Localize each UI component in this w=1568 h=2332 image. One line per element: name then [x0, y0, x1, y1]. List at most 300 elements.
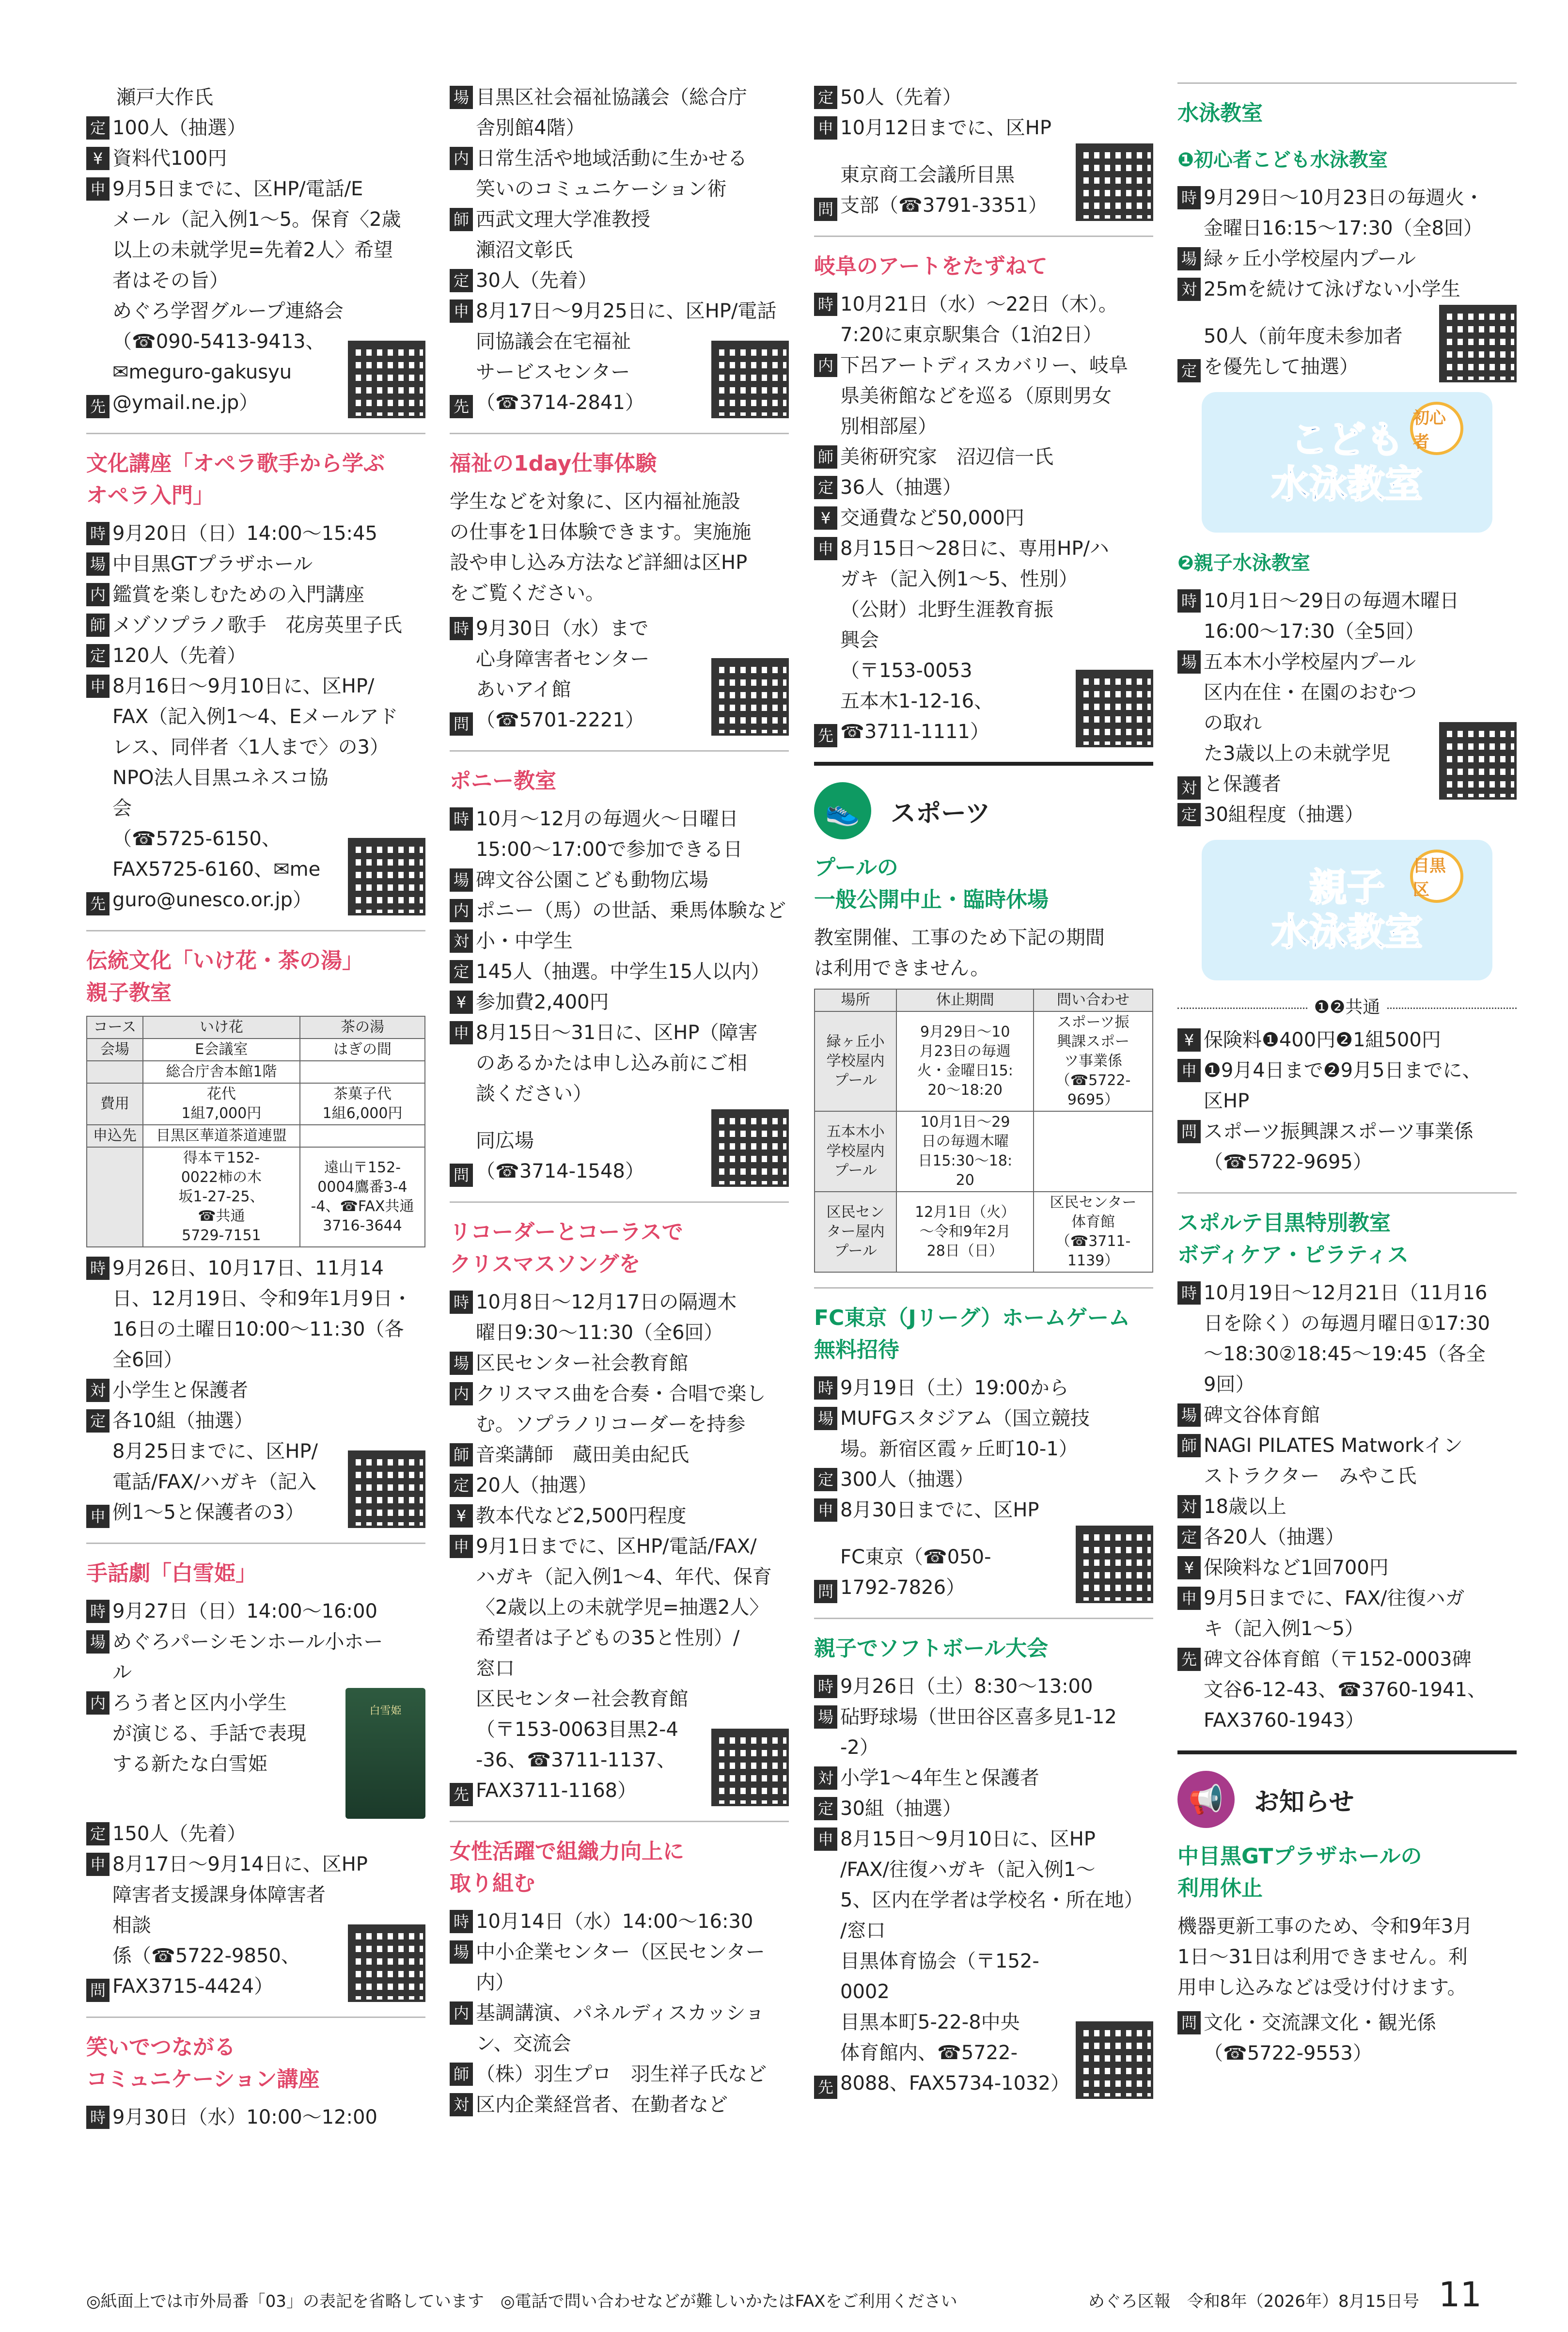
info-text: 8月30日までに、区HP — [840, 1499, 1039, 1521]
section-title: 手話劇「白雪姫」 — [86, 1561, 257, 1586]
section-description: 機器更新工事のため、令和9年3月 1日〜31日は利用できません。利 用申し込みなどは受け付けます。 — [1177, 1915, 1473, 1999]
info-line — [450, 957, 789, 987]
qr-code-icon[interactable] — [1076, 2021, 1153, 2099]
section-title: 岐阜のアートをたずねて — [814, 254, 1048, 279]
info-line — [86, 1596, 425, 1627]
info-text: 資料代100円 — [112, 147, 227, 170]
section-title: 文化講座「オペラ歌手から学ぶ オペラ入門」 — [86, 451, 385, 508]
illustration-label: 親子 水泳教室 — [1271, 866, 1423, 954]
label-badge: 対 — [814, 1766, 837, 1790]
label-badge: 申 — [1177, 1587, 1201, 1610]
info-text: 9月1日までに、区HP/電話/FAX/ ハガキ（記入例1〜4、年代、保育 〈2歳以上の未就学児=抽選2人〉 希望者は子どもの35と性別）/ 窓口 — [476, 1535, 772, 1680]
info-text: 各20人（抽選） — [1204, 1526, 1345, 1548]
info-text: 五本木小学校屋内プール — [1204, 651, 1416, 673]
info-text: 鑑賞を楽しむための入門講座 — [112, 583, 364, 606]
event-section — [814, 762, 1153, 1273]
label-badge: 時 — [814, 1675, 837, 1698]
label-badge: 場 — [450, 86, 473, 109]
info-line — [86, 1436, 425, 1528]
label-badge: ¥ — [450, 991, 473, 1014]
info-text: 下呂アートディスカバリー、岐阜 県美術館などを巡る（原則男女 別相部屋） — [840, 354, 1128, 438]
info-line — [450, 804, 789, 865]
info-text: 10月12日までに、区HP — [840, 117, 1051, 139]
info-line — [1177, 274, 1517, 305]
label-badge: 先 — [450, 395, 473, 418]
table-cell: 得本〒152- 0022柿の木 坂1-27-25、 ☎共通 5729-7151 — [143, 1147, 300, 1247]
table-cell: はぎの間 — [300, 1039, 425, 1061]
event-section — [450, 82, 789, 418]
info-line — [86, 143, 425, 174]
table-cell: 費用 — [87, 1083, 143, 1125]
label-badge: 問 — [814, 198, 837, 221]
table-row — [87, 1147, 425, 1247]
info-line — [1177, 244, 1517, 274]
label-badge: 場 — [450, 1352, 473, 1375]
label-badge: 問 — [450, 712, 473, 736]
section-title: ❶初心者こども水泳教室 — [1177, 149, 1388, 171]
info-text: 10月19日〜12月21日（11月16 日を除く）の毎週月曜日①17:30 〜18:30②18:45〜19:45（各全 9回） — [1204, 1282, 1490, 1396]
info-text: 8月16日〜9月10日に、区HP/ FAX（記入例1〜4、Eメールアド レス、同伴者〈1人まで〉の3） — [112, 675, 398, 758]
info-line — [450, 1018, 789, 1109]
info-line — [450, 926, 789, 957]
footer — [86, 2275, 1482, 2315]
info-text: 150人（先着） — [112, 1823, 247, 1845]
event-section — [450, 1821, 789, 2120]
info-text: 8月15日〜9月10日に、区HP /FAX/往復ハガキ（記入例1〜 5、区内在学者は学校名・所在地） /窓口 — [840, 1828, 1144, 1942]
info-text: MUFGスタジアム（国立競技 場。新宿区霞ヶ丘町10-1） — [840, 1407, 1090, 1460]
event-section — [814, 1618, 1153, 2099]
label-badge: 問 — [450, 1164, 473, 1187]
info-text: 25mを続けて泳げない小学生 — [1204, 278, 1460, 300]
info-text: 10月1日〜29日の毎週木曜日 16:00〜17:30（全5回） — [1204, 590, 1459, 643]
info-line — [814, 1702, 1153, 1763]
table-cell: 五本木小 学校屋内 プール — [815, 1111, 896, 1192]
section-divider — [86, 930, 425, 931]
section-title: プールの 一般公開中止・臨時休場 — [814, 855, 1049, 912]
qr-code-icon[interactable] — [1076, 1526, 1153, 1603]
qr-code-icon[interactable] — [1439, 722, 1517, 800]
section-description: 教室開催、工事のため下記の期間 は利用できません。 — [814, 927, 1105, 979]
table-row — [815, 1111, 1153, 1192]
label-badge: 時 — [86, 1257, 110, 1280]
label-badge: 先 — [814, 2076, 837, 2099]
info-line — [450, 2059, 789, 2090]
megaphone-icon: 📢 — [1177, 1771, 1235, 1828]
info-line — [450, 865, 789, 896]
section-divider — [450, 433, 789, 434]
table-header-row — [87, 1016, 425, 1039]
info-line — [86, 1688, 425, 1819]
swim-class-illustration — [1202, 392, 1492, 533]
table-cell — [87, 1061, 143, 1083]
info-text: FC東京（☎050- 1792-7826） — [840, 1546, 991, 1599]
qr-code-icon[interactable] — [348, 838, 425, 915]
label-badge: 定 — [814, 476, 837, 499]
info-line — [86, 549, 425, 580]
info-text: 交通費など50,000円 — [840, 507, 1024, 529]
column-3 — [814, 82, 1153, 2113]
info-line — [450, 143, 789, 205]
info-line — [450, 1379, 789, 1440]
section-divider — [1177, 1750, 1517, 1754]
label-badge: 時 — [450, 617, 473, 640]
label-badge: 場 — [1177, 247, 1201, 270]
table-row — [815, 1011, 1153, 1111]
label-badge: 場 — [814, 1705, 837, 1729]
label-badge: 内 — [450, 147, 473, 170]
info-text: 100人（抽選） — [112, 117, 247, 139]
info-line — [86, 1375, 425, 1406]
info-text: 区内在住・在園のおむつの取れ た3歳以上の未就学児 と保護者 — [1204, 681, 1417, 795]
info-text: 9月27日（日）14:00〜16:00 — [112, 1600, 377, 1623]
info-text: 中小企業センター（区民センター 内） — [476, 1941, 765, 1994]
table-cell — [300, 1125, 425, 1147]
info-line — [1177, 305, 1517, 382]
info-text: NAGI PILATES Matworkイン ストラクター みやこ氏 — [1204, 1434, 1463, 1487]
info-line — [1177, 1522, 1517, 1553]
info-text: 8月25日までに、区HP/ 電話/FAX/ハガキ（記入 例1〜5と保護者の3） — [112, 1440, 318, 1524]
label-badge: 対 — [86, 1379, 110, 1402]
info-text: 9月30日（水）まで — [476, 617, 649, 640]
label-badge: 申 — [86, 177, 110, 201]
play-poster-image: 白雪姫 — [345, 1688, 425, 1819]
label-badge: 申 — [814, 116, 837, 140]
label-badge: 場 — [814, 1407, 837, 1430]
section-divider — [86, 1543, 425, 1544]
label-badge: 時 — [450, 1291, 473, 1314]
info-line — [450, 1470, 789, 1501]
info-line — [1177, 678, 1517, 800]
info-text: 10月21日（水）〜22日（木）。 7:20に東京駅集合（1泊2日） — [840, 293, 1118, 346]
info-line — [814, 1526, 1153, 1603]
info-line — [450, 1348, 789, 1379]
info-line — [86, 113, 425, 143]
table-cell: 区民センター 体育館 （☎3711- 1139） — [1034, 1192, 1153, 1272]
info-line — [450, 1109, 789, 1187]
section-title: ポニー教室 — [450, 769, 556, 793]
info-text: 西武文理大学准教授 瀬沼文彰氏 — [476, 208, 650, 261]
qr-code-icon[interactable] — [348, 1450, 425, 1528]
qr-code-icon[interactable] — [711, 1109, 789, 1187]
category-title: お知らせ — [1254, 1787, 1354, 1817]
label-badge: 時 — [86, 522, 110, 545]
label-badge: 定 — [86, 1822, 110, 1845]
label-badge: 定 — [814, 1468, 837, 1491]
info-text: 各10組（抽選） — [112, 1410, 253, 1432]
info-text: 区民センター社会教育館 （〒153-0063目黒2-4 -36、☎3711-1137、 FAX3711-1168） — [476, 1688, 689, 1802]
info-line — [450, 266, 789, 296]
info-text: 目黒区社会福祉協議会（総合庁 舎別館4階） — [476, 86, 747, 139]
info-line — [450, 205, 789, 266]
event-section — [450, 1201, 789, 1806]
label-badge: ¥ — [450, 1504, 473, 1528]
info-line — [450, 1998, 789, 2059]
table-header-cell: 茶の湯 — [300, 1016, 425, 1039]
label-badge: 申 — [450, 1535, 473, 1558]
column-2 — [450, 82, 789, 2135]
label-badge: 先 — [1177, 1648, 1201, 1671]
qr-code-icon[interactable] — [711, 341, 789, 418]
info-line — [1177, 1400, 1517, 1431]
section-title: FC東京（Jリーグ）ホームゲーム 無料招待 — [814, 1306, 1130, 1362]
table-row — [87, 1061, 425, 1083]
event-section — [450, 433, 789, 736]
label-badge: 対 — [450, 930, 473, 953]
label-badge: 場 — [450, 868, 473, 892]
course-table — [86, 1016, 425, 1247]
info-text: 50人（前年度未参加者 を優先して抽選） — [1204, 325, 1403, 378]
common-label-text: ❶❷共通 — [1307, 997, 1387, 1017]
section-title: 伝統文化「いけ花・茶の湯」 親子教室 — [86, 948, 363, 1005]
qr-code-icon[interactable] — [1076, 143, 1153, 221]
info-text: 8月15日〜28日に、専用HP/ハ ガキ（記入例1〜5、性別） — [840, 537, 1109, 590]
section-title: 中目黒GTプラザホールの 利用休止 — [1177, 1844, 1422, 1901]
table-header-row — [815, 989, 1153, 1011]
table-cell: 花代 1組7,000円 — [143, 1083, 300, 1125]
event-section — [86, 82, 425, 418]
info-text: 小学1〜4年生と保護者 — [840, 1767, 1039, 1789]
event-section — [1177, 82, 1517, 129]
page-number: 11 — [1438, 2275, 1482, 2315]
section-divider — [1177, 1192, 1517, 1194]
info-text: 9月26日、10月17日、11月14 日、12月19日、令和9年1月9日・ 16日の土曜日10:00〜11:30（各 全6回） — [112, 1257, 412, 1371]
info-line — [814, 1794, 1153, 1824]
table-cell: 申込先 — [87, 1125, 143, 1147]
info-line — [450, 1501, 789, 1531]
event-section — [814, 236, 1153, 747]
info-line — [86, 580, 425, 610]
info-line — [1177, 1553, 1517, 1583]
info-line — [86, 763, 425, 915]
table-cell: 茶菓子代 1組6,000円 — [300, 1083, 425, 1125]
label-badge: 申 — [450, 1021, 473, 1044]
label-badge: 師 — [450, 208, 473, 231]
event-section — [86, 433, 425, 915]
section-title: ❷親子水泳教室 — [1177, 552, 1310, 574]
info-text: 8月15日〜31日に、区HP（障害 のあるかたは申し込み前にご相 談ください） — [476, 1022, 758, 1105]
label-badge: ¥ — [814, 506, 837, 530]
table-cell — [300, 1061, 425, 1083]
label-badge: 時 — [86, 2106, 110, 2129]
qr-code-icon[interactable] — [348, 1924, 425, 2002]
label-badge: 申 — [1177, 1059, 1201, 1082]
info-text: 8月17日〜9月14日に、区HP — [112, 1853, 368, 1875]
info-line — [1177, 1644, 1517, 1736]
table-header-cell: 場所 — [815, 989, 896, 1011]
info-text: ろう者と区内小学生 が演じる、手話で表現 する新たな白雪姫 — [112, 1692, 306, 1775]
info-text: 文化・交流課文化・観光係 （☎5722-9553） — [1204, 2012, 1436, 2064]
label-badge: 定 — [1177, 359, 1201, 382]
table-cell: 遠山〒152- 0004鷹番3-4 -4、☎FAX共通 3716-3644 — [300, 1147, 425, 1247]
info-text: 参加費2,400円 — [476, 991, 609, 1013]
table-cell: 区民セン ター屋内 プール — [815, 1192, 896, 1272]
label-badge: 師 — [814, 445, 837, 469]
info-text: めぐろ学習グループ連絡会 （☎090-5413-9413、 ✉meguro-gakusyu @ymail.ne.jp） — [112, 300, 344, 414]
qr-code-icon[interactable] — [348, 341, 425, 418]
info-line — [86, 1880, 425, 2002]
label-badge: 対 — [1177, 278, 1201, 301]
info-line — [1177, 1056, 1517, 1117]
info-line — [814, 113, 1153, 143]
info-line — [1177, 1583, 1517, 1644]
event-section — [1177, 1192, 1517, 1736]
info-line — [86, 2102, 425, 2133]
info-line — [450, 1937, 789, 1998]
info-text: 保険料など1回700円 — [1204, 1557, 1389, 1579]
info-text: クリスマス曲を合奏・合唱で楽し む。ソプラノリコーダーを持参 — [476, 1383, 766, 1435]
label-badge: 定 — [1177, 803, 1201, 826]
info-text: 中目黒GTプラザホール — [112, 553, 313, 575]
info-line — [450, 1684, 789, 1806]
section-description: 学生などを対象に、区内福祉施設 の仕事を1日体験できます。実施施 設や申し込み方法など詳細は区HP をご覧ください。 — [450, 490, 752, 604]
info-line — [814, 1403, 1153, 1465]
event-section — [1177, 995, 1517, 1178]
section-divider — [814, 1287, 1153, 1289]
table-header-cell: いけ花 — [143, 1016, 300, 1039]
info-line — [814, 595, 1153, 747]
info-text: 瀬戸大作氏 — [116, 86, 213, 109]
info-line — [86, 82, 425, 113]
info-text: 区内企業経営者、在勤者など — [476, 2094, 728, 2116]
info-line — [450, 1287, 789, 1348]
info-line — [86, 641, 425, 671]
info-text: 145人（抽選。中学生15人以内） — [476, 961, 770, 983]
qr-code-icon[interactable] — [1439, 305, 1517, 382]
info-text: 9月5日までに、FAX/往復ハガ キ（記入例1〜5） — [1204, 1587, 1465, 1640]
label-badge: 内 — [814, 354, 837, 377]
info-text: 18歳以上 — [1204, 1496, 1286, 1518]
label-badge: 問 — [1177, 2011, 1201, 2034]
info-line — [86, 1406, 425, 1436]
info-text: 碑文谷体育館（〒152-0003碑 文谷6-12-43、☎3760-1941、 FAX3760-1943） — [1204, 1648, 1487, 1732]
info-text: 区民センター社会教育館 — [476, 1352, 689, 1374]
info-line — [1177, 1431, 1517, 1492]
common-label — [1177, 995, 1517, 1020]
label-badge: 対 — [1177, 776, 1201, 800]
label-badge: 場 — [1177, 650, 1201, 674]
column-4 — [1177, 82, 1517, 2083]
info-line — [1177, 1492, 1517, 1522]
info-text: 目黒体育協会（〒152-0002 目黒本町5-22-8中央 体育館内、☎5722- 8088、FAX5734-1032） — [840, 1950, 1070, 2095]
info-text: 碑文谷体育館 — [1204, 1404, 1320, 1426]
info-text: 300人（抽選） — [840, 1468, 974, 1491]
info-text: 10月〜12月の毎週火〜日曜日 15:00〜17:00で参加できる日 — [476, 808, 743, 861]
sports-header — [814, 782, 1153, 839]
label-badge: 先 — [86, 892, 110, 915]
info-line — [86, 610, 425, 641]
label-badge: 内 — [450, 1382, 473, 1405]
info-text: 50人（先着） — [840, 86, 962, 109]
label-badge: 時 — [814, 1376, 837, 1400]
info-line — [450, 2090, 789, 2120]
info-line — [450, 896, 789, 926]
info-line — [814, 82, 1153, 113]
info-line — [814, 1824, 1153, 1946]
section-divider — [450, 1201, 789, 1203]
info-text: 緑ヶ丘小学校屋内プール — [1204, 248, 1416, 270]
info-line — [86, 1819, 425, 1849]
info-text: メゾソプラノ歌手 花房英里子氏 — [112, 614, 402, 636]
label-badge: 師 — [450, 1443, 473, 1466]
table-header-cell: 問い合わせ — [1034, 989, 1153, 1011]
info-text: 小・中学生 — [476, 930, 573, 952]
section-divider — [450, 1821, 789, 1822]
info-text: （株）羽生プロ 羽生祥子氏など — [476, 2063, 767, 2085]
info-text: 基調講演、パネルディスカッショ ン、交流会 — [476, 2002, 765, 2055]
section-divider — [450, 750, 789, 752]
info-line — [86, 296, 425, 418]
info-line — [1177, 1278, 1517, 1400]
table-row — [87, 1039, 425, 1061]
label-badge: 申 — [86, 1505, 110, 1528]
table-cell: E会議室 — [143, 1039, 300, 1061]
qr-code-icon[interactable] — [711, 658, 789, 736]
section-divider — [814, 236, 1153, 237]
table-header-cell: コース — [87, 1016, 143, 1039]
label-badge: 定 — [86, 644, 110, 667]
label-badge: 時 — [814, 293, 837, 316]
label-badge: 内 — [86, 583, 110, 606]
qr-code-icon[interactable] — [1076, 670, 1153, 747]
table-row — [815, 1192, 1153, 1272]
event-section — [1177, 547, 1517, 980]
qr-code-icon[interactable] — [711, 1729, 789, 1806]
section-divider — [814, 762, 1153, 766]
info-line — [86, 174, 425, 296]
table-cell — [1034, 1111, 1153, 1192]
section-title: スポルテ目黒特別教室 ボディケア・ピラティス — [1177, 1211, 1409, 1267]
event-section — [86, 2017, 425, 2133]
info-text: 30組程度（抽選） — [1204, 804, 1364, 826]
info-text: 障害者支援課身体障害者相談 係（☎5722-9850、 FAX3715-4424） — [112, 1884, 326, 1998]
event-section — [450, 750, 789, 1187]
table-cell: 緑ヶ丘小 学校屋内 プール — [815, 1011, 896, 1111]
label-badge: 申 — [814, 1828, 837, 1851]
info-text: 9月26日（土）8:30〜13:00 — [840, 1675, 1093, 1698]
table-cell: 会場 — [87, 1039, 143, 1061]
section-title: 水泳教室 — [1177, 101, 1263, 126]
info-text: 120人（先着） — [112, 645, 247, 667]
label-badge: 時 — [1177, 589, 1201, 613]
info-line — [814, 473, 1153, 503]
info-text: 教本代など2,500円程度 — [476, 1505, 687, 1527]
label-badge: 定 — [450, 1474, 473, 1497]
sneaker-icon: 👟 — [814, 782, 871, 839]
info-text: 美術研究家 沼辺信一氏 — [840, 446, 1053, 468]
illustration-badge: 初心者 — [1410, 402, 1463, 455]
label-badge: 師 — [86, 614, 110, 637]
notice-header — [1177, 1771, 1517, 1828]
label-badge: 定 — [814, 86, 837, 109]
section-title: 笑いでつながる コミュニケーション講座 — [86, 2035, 320, 2092]
info-line — [1177, 647, 1517, 678]
event-section — [86, 930, 425, 1528]
illustration-badge: 目黒区 — [1410, 850, 1463, 903]
event-section — [86, 1543, 425, 2002]
label-badge: 問 — [814, 1580, 837, 1603]
info-line — [450, 614, 789, 644]
pool-closure-table — [814, 989, 1153, 1273]
label-badge: 先 — [86, 395, 110, 418]
label-badge: 申 — [814, 1498, 837, 1522]
label-badge: 場 — [1177, 1403, 1201, 1427]
info-line — [86, 671, 425, 763]
info-line — [814, 1671, 1153, 1702]
info-text: NPO法人目黒ユネスコ協会 （☎5725-6150、 FAX5725-6160、✉me guro@unesco.or.jp） — [112, 767, 329, 911]
info-text: ❶9月4日まで❷9月5日までに、 区HP — [1204, 1059, 1482, 1112]
label-badge: 内 — [86, 1691, 110, 1715]
label-badge: 申 — [86, 1853, 110, 1876]
